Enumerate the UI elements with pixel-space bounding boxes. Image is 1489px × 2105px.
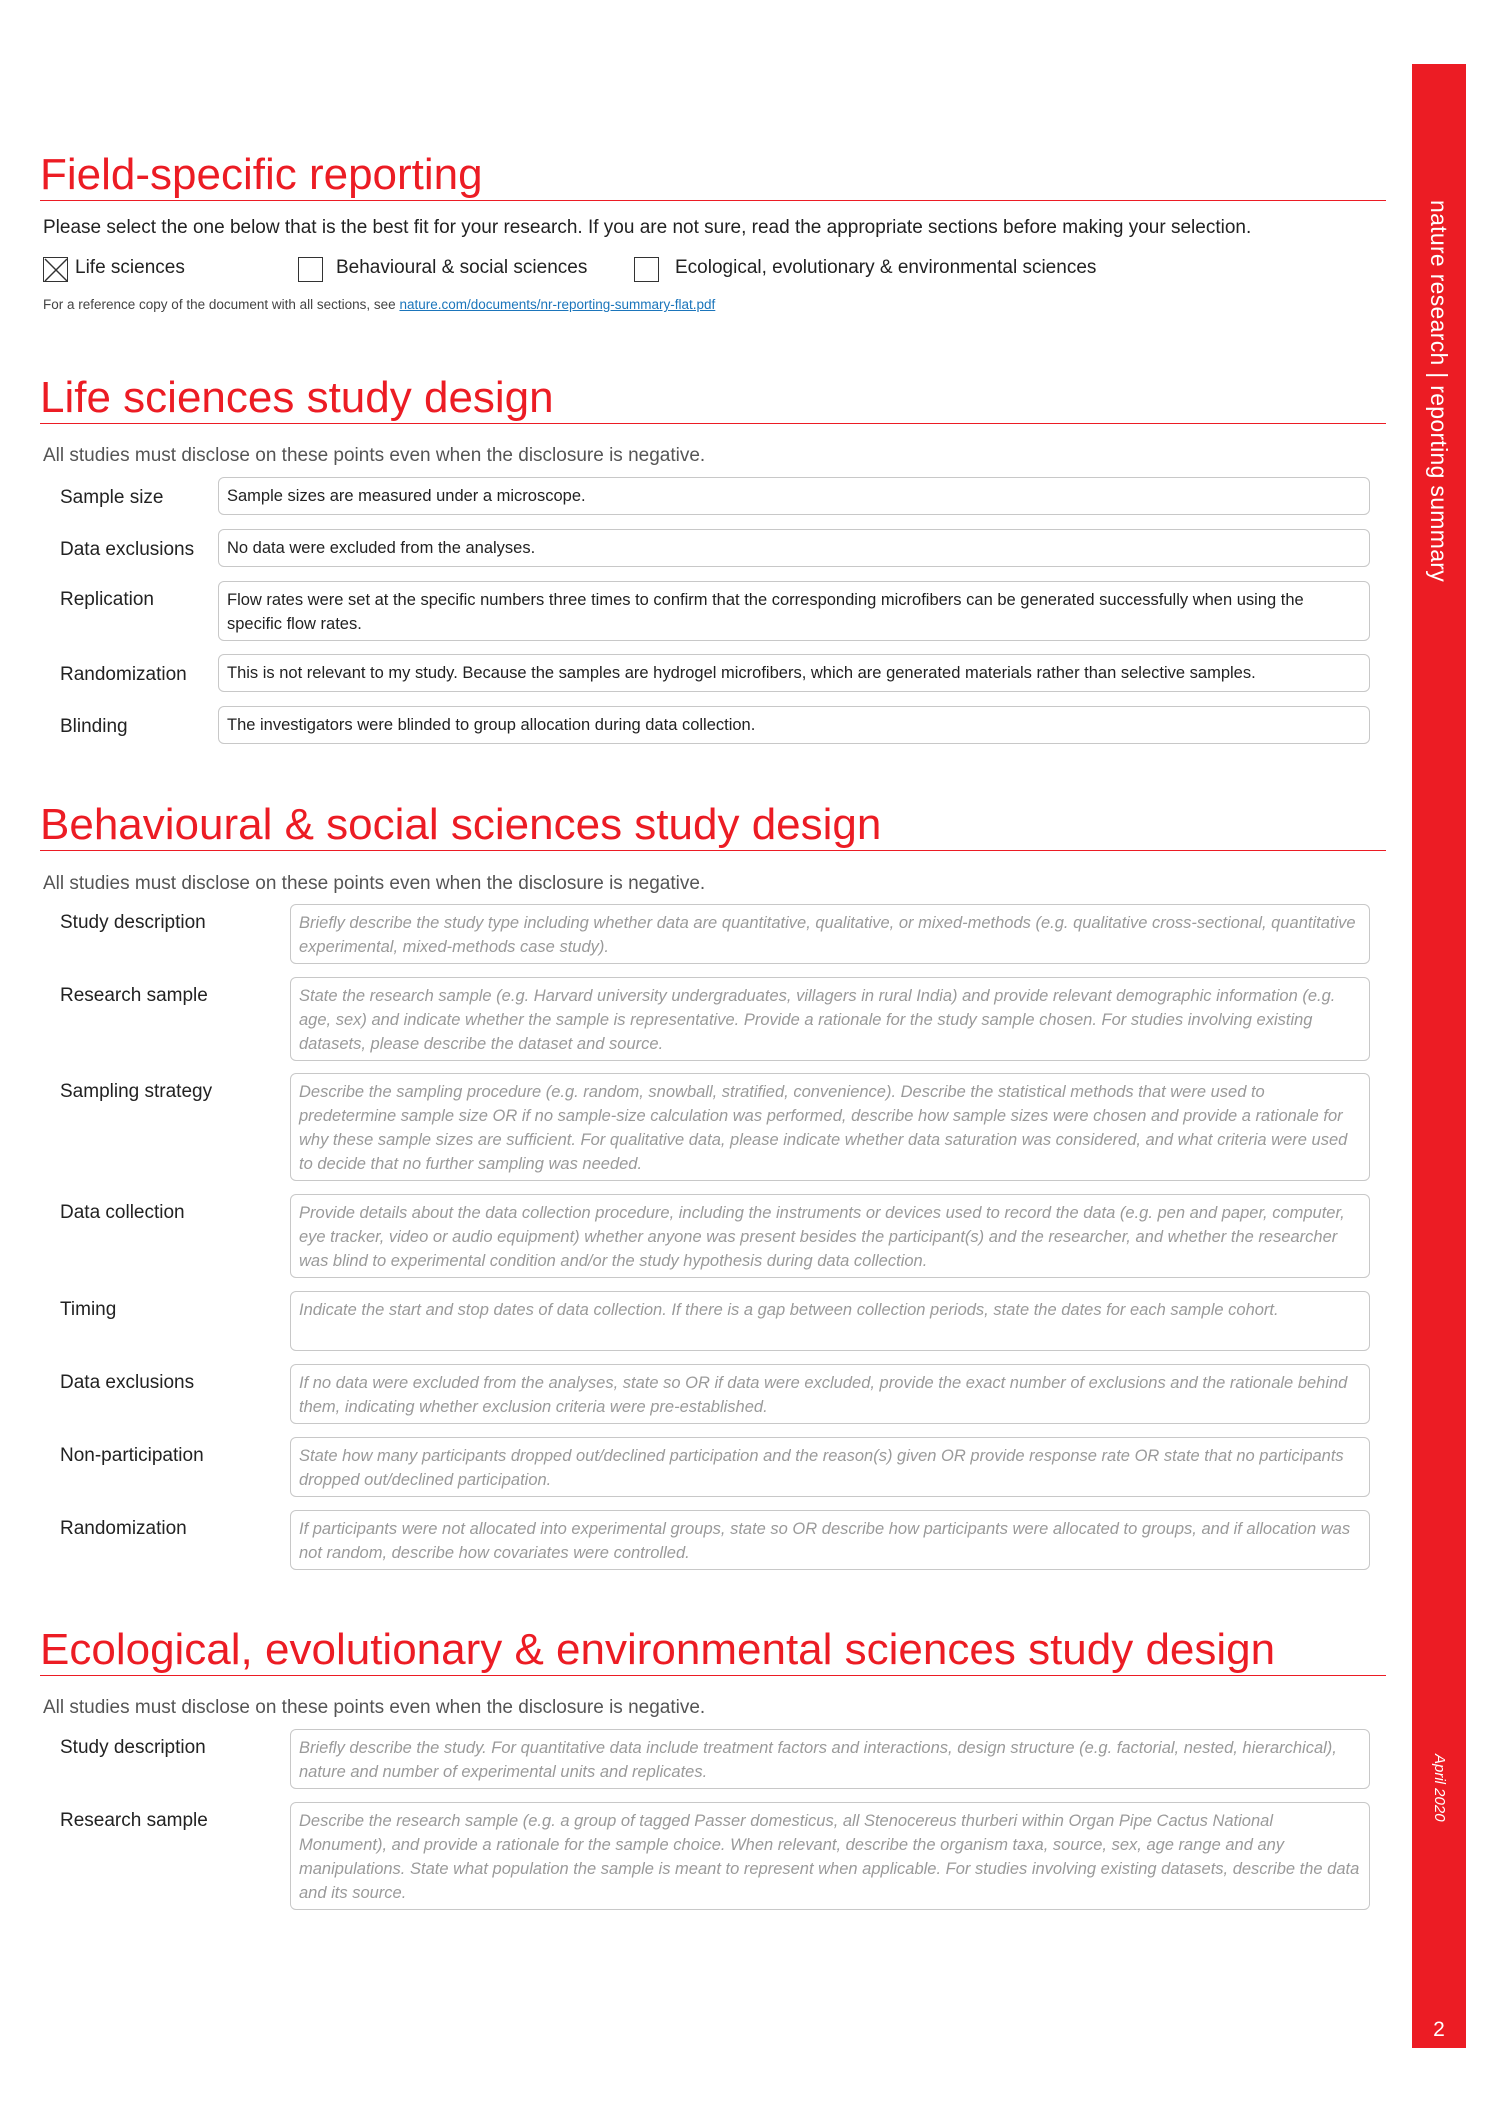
data-exclusions-field[interactable]: No data were excluded from the analyses.: [218, 529, 1370, 567]
row-label: Study description: [60, 912, 206, 933]
row-label: Data exclusions: [60, 1372, 195, 1393]
behavioural-heading: Behavioural & social sciences study design: [40, 800, 1386, 851]
ecological-heading: Ecological, evolutionary & environmental sciences study design: [40, 1625, 1386, 1676]
eco-study-description-field[interactable]: Briefly describe the study. For quantitative data include treatment factors and interactions, design structure (e.g. factorial, nested, hierarchical), nature and number of experimental units and replicates.: [290, 1729, 1370, 1789]
row-label: Research sample: [60, 1810, 208, 1831]
replication-field[interactable]: Flow rates were set at the specific numbers three times to confirm that the corresponding microfibers can be generated successfully when using the specific flow rates.: [218, 581, 1370, 641]
sample-size-field[interactable]: Sample sizes are measured under a microscope.: [218, 477, 1370, 515]
field-specific-instruction: Please select the one below that is the best fit for your research. If you are not sure, read the appropriate sections before making your selection.: [43, 217, 1252, 238]
timing-field[interactable]: Indicate the start and stop dates of data collection. If there is a gap between collection periods, state the dates for each sample cohort.: [290, 1291, 1370, 1351]
sidebar: [1412, 64, 1466, 2048]
behavioural-checkbox[interactable]: [298, 257, 323, 282]
ecological-checkbox[interactable]: [634, 257, 659, 282]
row-label: Data collection: [60, 1202, 185, 1223]
life-sciences-label: Life sciences: [75, 257, 185, 278]
row-label: Data exclusions: [60, 539, 195, 560]
row-label: Sample size: [60, 487, 164, 508]
row-label: Randomization: [60, 664, 187, 685]
row-label: Sampling strategy: [60, 1081, 213, 1102]
beh-randomization-field[interactable]: If participants were not allocated into experimental groups, state so OR describe how participants were allocated to groups, and if allocation was not random, describe how covariates were controlled.: [290, 1510, 1370, 1570]
non-participation-field[interactable]: State how many participants dropped out/declined participation and the reason(s) given OR provide response rate OR state that no participants dropped out/declined participation.: [290, 1437, 1370, 1497]
randomization-field[interactable]: This is not relevant to my study. Because the samples are hydrogel microfibers, which are generated materials rather than selective samples.: [218, 654, 1370, 692]
field-options: [43, 255, 1243, 285]
reference-note: [43, 297, 715, 312]
beh-data-exclusions-field[interactable]: If no data were excluded from the analyses, state so OR if data were excluded, provide the exact number of exclusions and the rationale behind them, indicating whether exclusion criteria were pre-established.: [290, 1364, 1370, 1424]
data-collection-field[interactable]: Provide details about the data collection procedure, including the instruments or devices used to record the data (e.g. pen and paper, computer, eye tracker, video or audio equipment) whether anyone was present besides the participant(s) and the researcher, and whether the researcher was blind to experimental condition and/or the study hypothesis during data collection.: [290, 1194, 1370, 1278]
research-sample-field[interactable]: State the research sample (e.g. Harvard university undergraduates, villagers in rural India) and provide relevant demographic information (e.g. age, sex) and indicate whether the sample is representative. Provide a rationale for the study sample chosen. For studies involving existing datasets, please describe the dataset and source.: [290, 977, 1370, 1061]
row-label: Research sample: [60, 985, 208, 1006]
eco-research-sample-field[interactable]: Describe the research sample (e.g. a group of tagged Passer domesticus, all Stenocereus thurberi within Organ Pipe Cactus National Monument), and provide a rationale for the sample choice. When relevant, describe the organism taxa, source, sex, age range and any manipulations. State what population the sample is meant to represent when applicable. For studies involving existing datasets, describe the data and its source.: [290, 1802, 1370, 1910]
row-label: Non-participation: [60, 1445, 204, 1466]
life-sciences-checkbox[interactable]: [43, 257, 68, 282]
blinding-field[interactable]: The investigators were blinded to group allocation during data collection.: [218, 706, 1370, 744]
page-number: 2: [1433, 2018, 1445, 2041]
behavioural-intro: All studies must disclose on these points even when the disclosure is negative.: [43, 873, 706, 894]
row-label: Blinding: [60, 716, 128, 737]
checked-x-icon: [44, 258, 69, 283]
row-label: Timing: [60, 1299, 117, 1320]
study-description-field[interactable]: Briefly describe the study type including whether data are quantitative, qualitative, or mixed-methods (e.g. qualitative cross-sectional, quantitative experimental, mixed-methods case study).: [290, 904, 1370, 964]
row-label: Replication: [60, 589, 154, 610]
reference-link[interactable]: nature.com/documents/nr-reporting-summary-flat.pdf: [399, 297, 716, 312]
ecological-intro: All studies must disclose on these points even when the disclosure is negative.: [43, 1697, 706, 1718]
life-sciences-heading: Life sciences study design: [40, 373, 1386, 424]
field-specific-heading: Field-specific reporting: [40, 150, 1386, 201]
reference-prefix: For a reference copy of the document with all sections, see: [43, 297, 400, 312]
row-label: Study description: [60, 1737, 206, 1758]
sidebar-title: nature research | reporting summary: [1426, 200, 1452, 583]
life-sciences-intro: All studies must disclose on these points even when the disclosure is negative.: [43, 445, 706, 466]
behavioural-label: Behavioural & social sciences: [336, 257, 588, 278]
sampling-strategy-field[interactable]: Describe the sampling procedure (e.g. random, snowball, stratified, convenience). Describe the statistical methods that were used to predetermine sample size OR if no sample-size calculation was performed, describe how sample sizes were chosen and provide a rationale for why these sample sizes are sufficient. For qualitative data, please indicate whether data saturation was considered, and what criteria were used to decide that no further sampling was needed.: [290, 1073, 1370, 1181]
sidebar-date: April 2020: [1431, 1754, 1448, 1822]
row-label: Randomization: [60, 1518, 187, 1539]
ecological-label: Ecological, evolutionary & environmental sciences: [675, 257, 1097, 278]
